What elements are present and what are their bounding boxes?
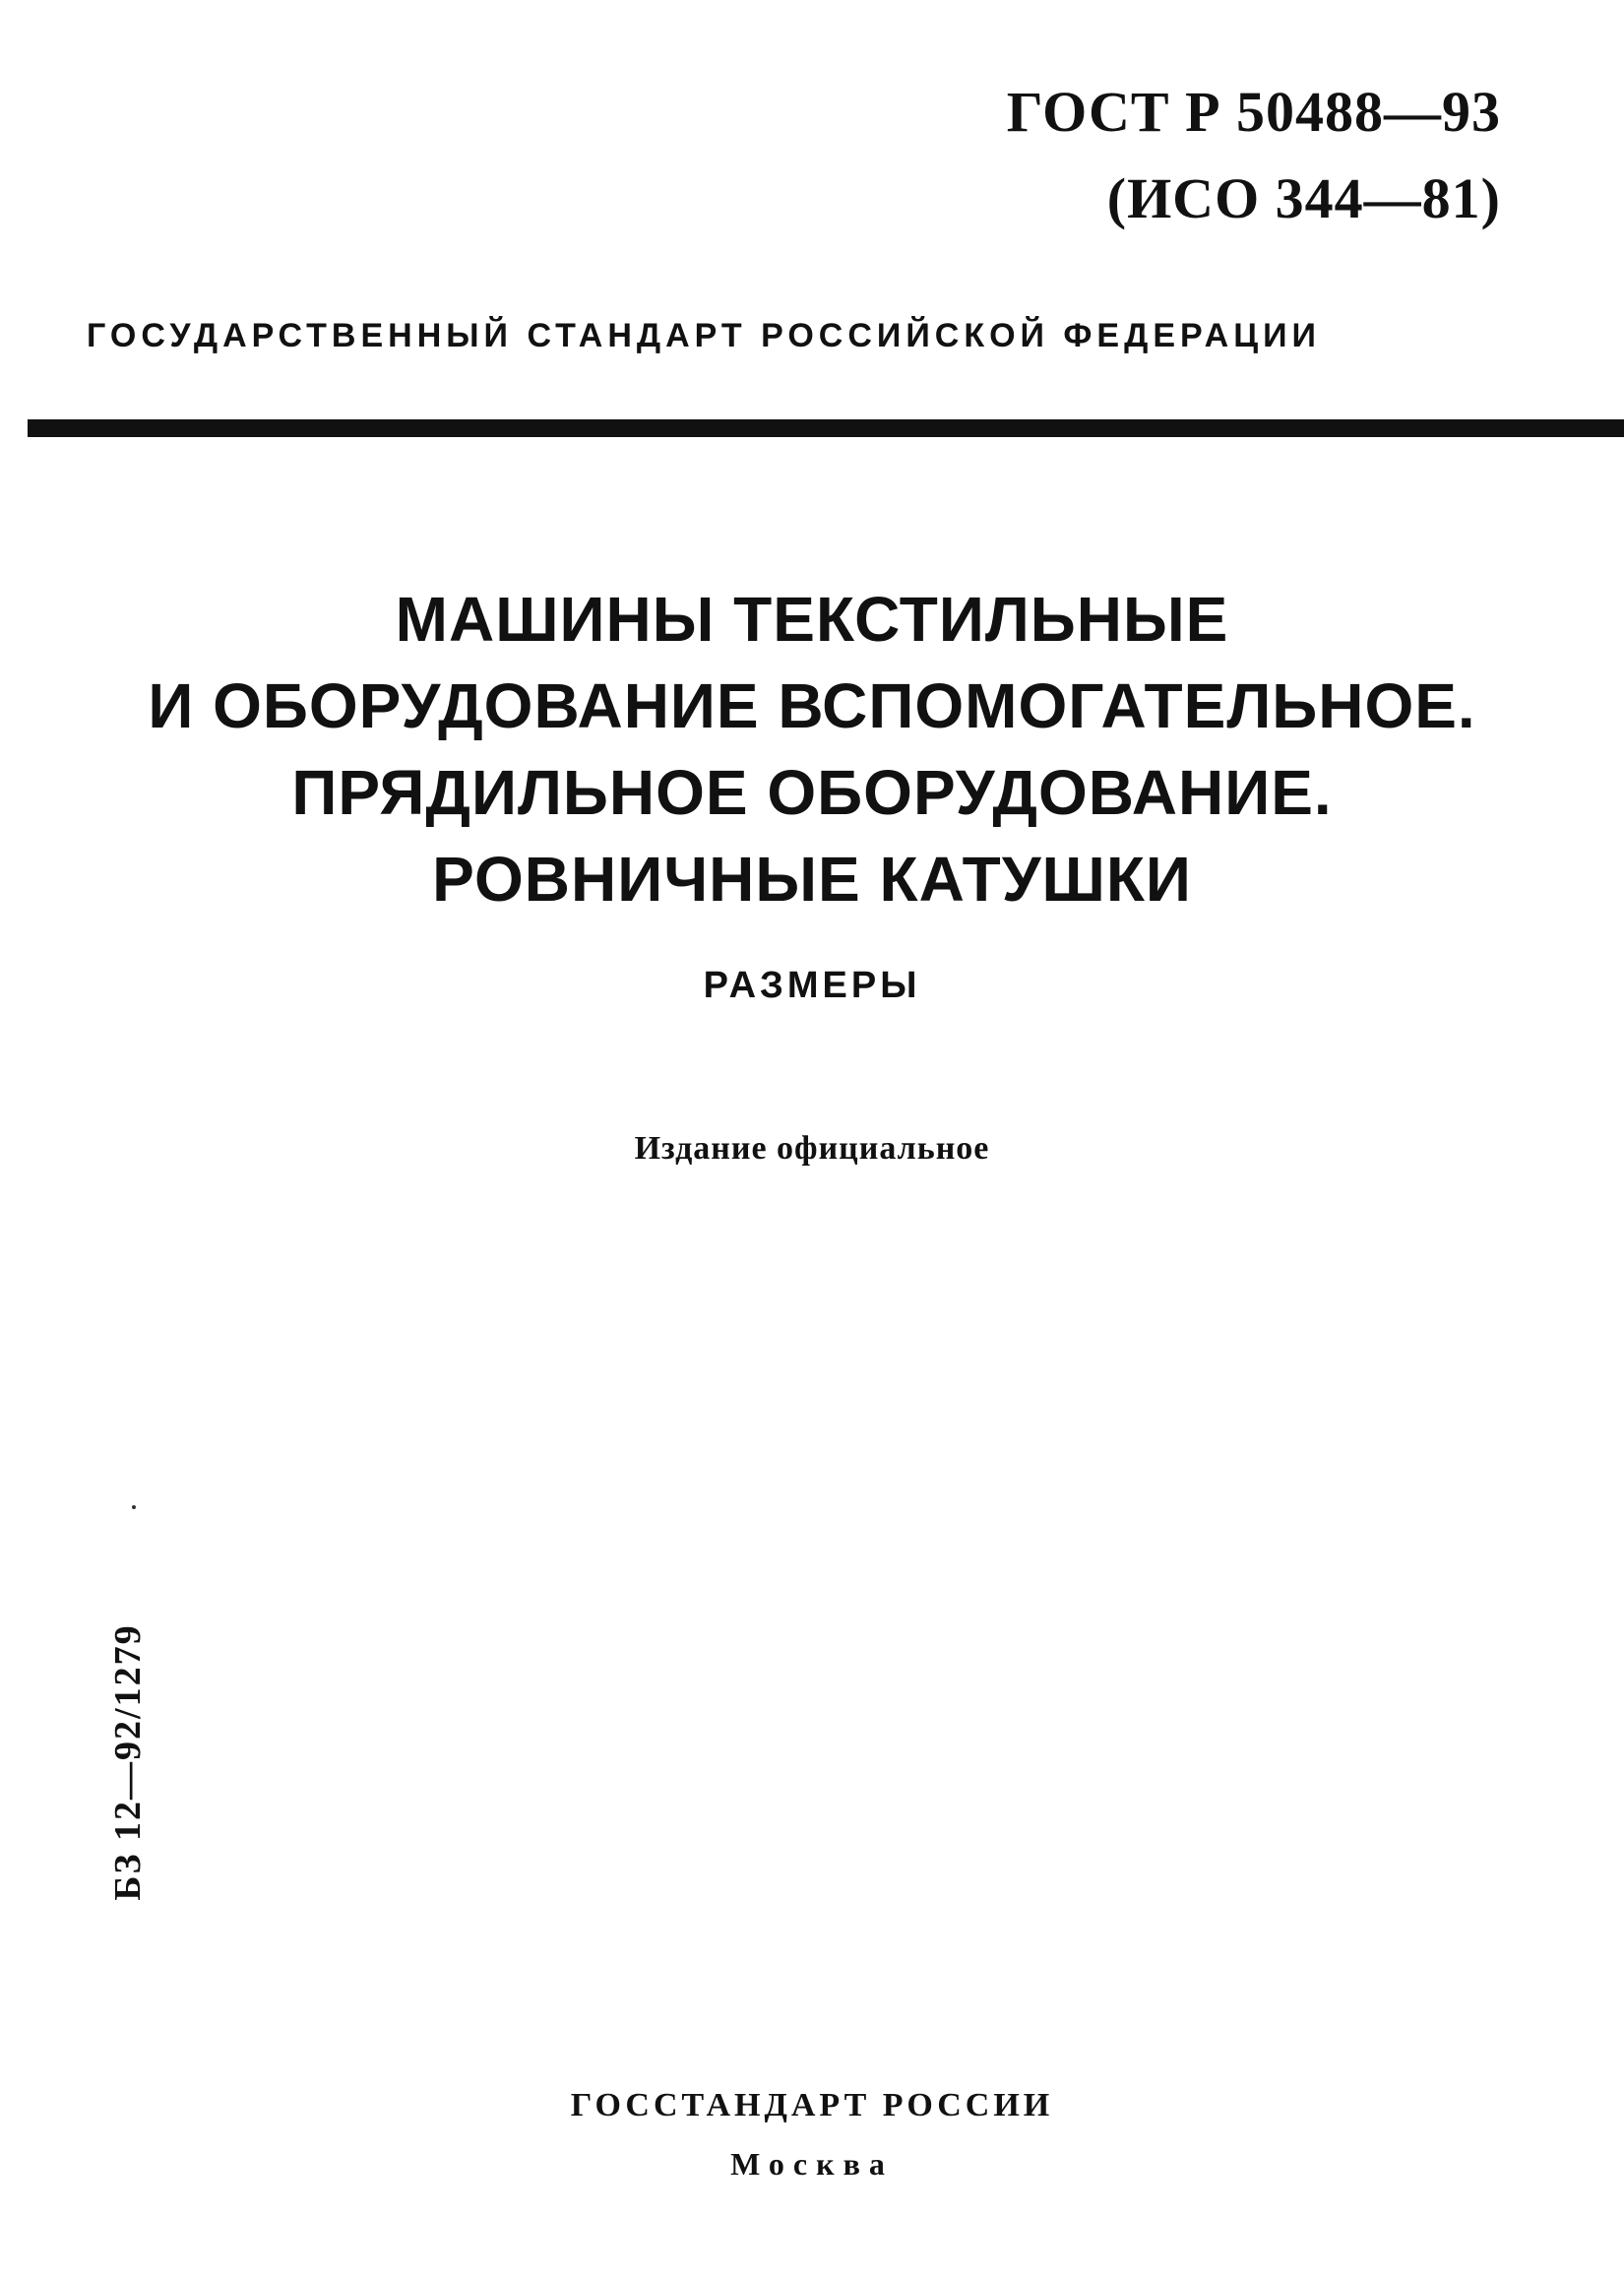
edition-note: Издание официальное <box>634 1130 990 1167</box>
title-line: РОВНИЧНЫЕ КАТУШКИ <box>432 844 1192 915</box>
document-title <box>0 576 1624 922</box>
title-line: ПРЯДИЛЬНОЕ ОБОРУДОВАНИЕ. <box>291 757 1333 828</box>
standard-number: ГОСТ Р 50488—93 <box>1006 80 1501 144</box>
scan-speck <box>132 1505 136 1509</box>
iso-reference: (ИСО 344—81) <box>1106 166 1501 230</box>
side-code: БЗ 12—92/1279 <box>107 1623 149 1901</box>
standard-number-block <box>1007 69 1501 242</box>
title-line: МАШИНЫ ТЕКСТИЛЬНЫЕ <box>395 584 1229 655</box>
publication-city: Москва <box>730 2146 894 2182</box>
title-line: И ОБОРУДОВАНИЕ ВСПОМОГАТЕЛЬНОЕ. <box>148 670 1476 741</box>
header-divider <box>28 419 1624 437</box>
publisher: ГОССТАНДАРТ РОССИИ <box>570 2087 1054 2123</box>
document-subtitle: РАЗМЕРЫ <box>703 965 921 1006</box>
standard-type-heading: ГОСУДАРСТВЕННЫЙ СТАНДАРТ РОССИЙСКОЙ ФЕДЕРАЦИИ <box>87 317 1321 354</box>
